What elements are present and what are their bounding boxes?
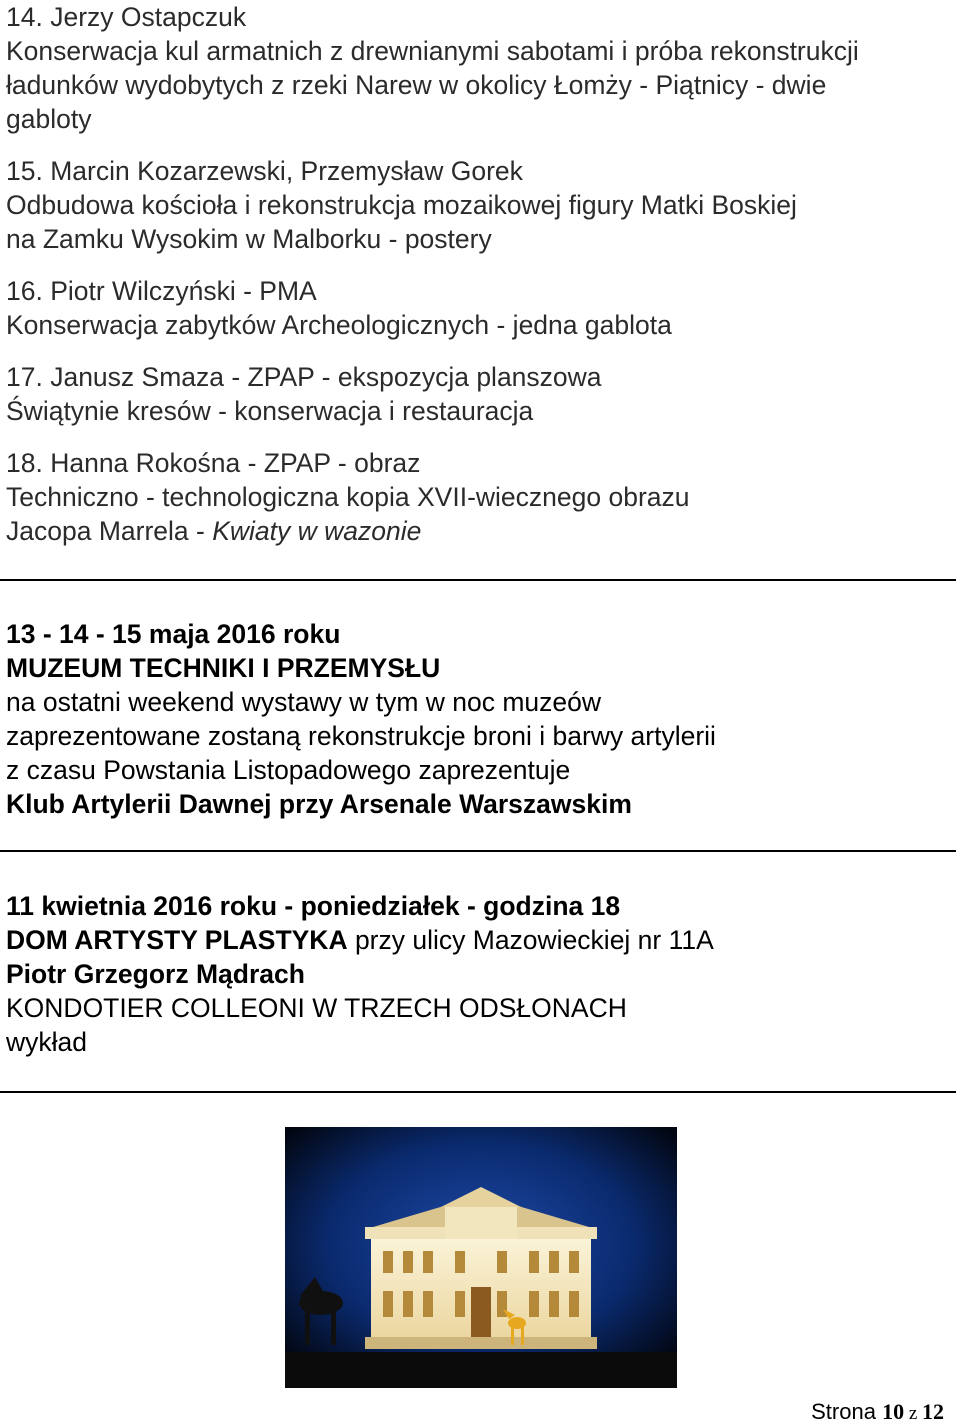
footer-separator: z xyxy=(904,1403,922,1424)
list-item-16 xyxy=(6,274,956,342)
document-body xyxy=(6,0,956,566)
event-venue: DOM ARTYSTY PLASTYKA xyxy=(6,925,348,955)
event-type: wykład xyxy=(6,1027,88,1057)
item-text-line: na Zamku Wysokim w Malborku - postery xyxy=(6,224,492,254)
section-divider xyxy=(0,850,956,852)
section-divider xyxy=(0,579,956,581)
list-item-17 xyxy=(6,360,956,428)
palace-night-photo xyxy=(285,1127,677,1388)
painting-title: Kwiaty w wazonie xyxy=(212,516,422,546)
event-text-line: z czasu Powstania Listopadowego zaprezentuje xyxy=(6,755,571,785)
event-date: 11 kwietnia 2016 roku - poniedziałek - godzina 18 xyxy=(6,891,621,921)
item-text-line: gabloty xyxy=(6,104,92,134)
painting-author: Jacopa Marrela - xyxy=(6,516,213,546)
event-lecture xyxy=(6,889,956,1059)
list-item-14 xyxy=(6,0,956,136)
event-museum xyxy=(6,617,956,821)
page-footer xyxy=(811,1399,944,1427)
item-heading: 16. Piotr Wilczyński - PMA xyxy=(6,276,317,306)
page-total: 12 xyxy=(922,1399,944,1424)
item-text-line: Konserwacja zabytków Archeologicznych - jedna gablota xyxy=(6,310,672,340)
item-text-line: Konserwacja kul armatnich z drewnianymi sabotami i próba rekonstrukcji xyxy=(6,36,859,66)
item-heading: 15. Marcin Kozarzewski, Przemysław Gorek xyxy=(6,156,523,186)
event-date: 13 - 14 - 15 maja 2016 roku xyxy=(6,619,341,649)
item-text-line: Świątynie kresów - konserwacja i restauracja xyxy=(6,396,534,426)
event-text-line: na ostatni weekend wystawy w tym w noc muzeów xyxy=(6,687,602,717)
event-speaker: Piotr Grzegorz Mądrach xyxy=(6,959,305,989)
item-text-line: Techniczno - technologiczna kopia XVII-wiecznego obrazu xyxy=(6,482,690,512)
event-venue: MUZEUM TECHNIKI I PRZEMYSŁU xyxy=(6,653,441,683)
event-text-line: zaprezentowane zostaną rekonstrukcje broni i barwy artylerii xyxy=(6,721,716,751)
event-title: KONDOTIER COLLEONI W TRZECH ODSŁONACH xyxy=(6,993,627,1023)
event-presenter: Klub Artylerii Dawnej przy Arsenale Warszawskim xyxy=(6,789,632,819)
list-item-18 xyxy=(6,446,956,548)
item-text-line xyxy=(6,514,956,548)
palace-illustration xyxy=(285,1127,677,1388)
item-heading: 18. Hanna Rokośna - ZPAP - obraz xyxy=(6,448,421,478)
event-venue-line xyxy=(6,923,956,957)
item-heading: 14. Jerzy Ostapczuk xyxy=(6,2,247,32)
page-number: 10 xyxy=(882,1399,905,1424)
item-text-line: Odbudowa kościoła i rekonstrukcja mozaikowej figury Matki Boskiej xyxy=(6,190,797,220)
list-item-15 xyxy=(6,154,956,256)
item-heading: 17. Janusz Smaza - ZPAP - ekspozycja planszowa xyxy=(6,362,602,392)
event-address: przy ulicy Mazowieckiej nr 11A xyxy=(347,925,714,955)
item-text-line: ładunków wydobytych z rzeki Narew w okolicy Łomży - Piątnicy - dwie xyxy=(6,70,827,100)
section-divider xyxy=(0,1091,956,1093)
footer-prefix: Strona xyxy=(811,1399,883,1424)
